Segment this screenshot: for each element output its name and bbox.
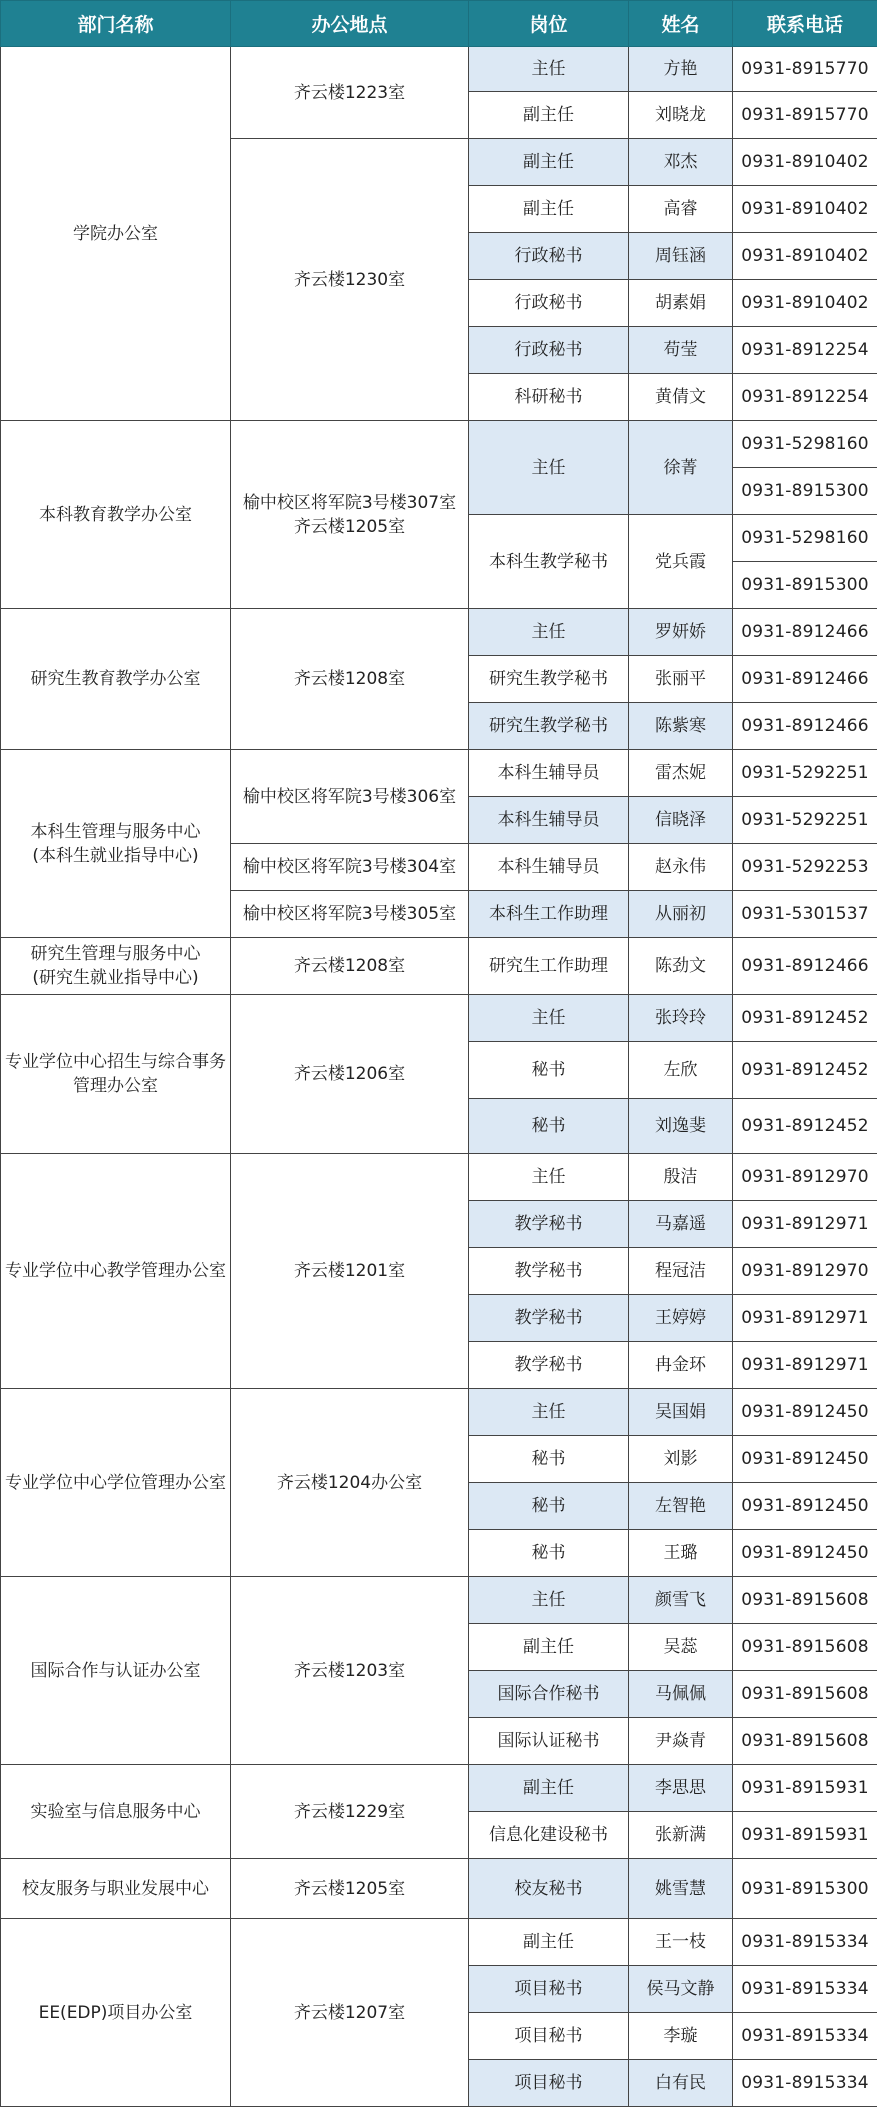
position-cell: 本科生辅导员	[469, 844, 629, 891]
phone-cell: 0931-8912970	[733, 1248, 877, 1295]
name-cell: 张玲玲	[629, 995, 733, 1042]
position-cell: 本科生工作助理	[469, 891, 629, 938]
position-cell: 副主任	[469, 1919, 629, 1966]
dept-cell: 学院办公室	[1, 47, 231, 421]
position-cell: 秘书	[469, 1099, 629, 1154]
dept-cell: 国际合作与认证办公室	[1, 1577, 231, 1765]
position-cell: 教学秘书	[469, 1342, 629, 1389]
phone-cell: 0931-8915931	[733, 1812, 877, 1859]
position-cell: 项目秘书	[469, 2060, 629, 2107]
phone-cell: 0931-8915300	[733, 1859, 877, 1919]
position-cell: 研究生教学秘书	[469, 703, 629, 750]
table-row	[1, 938, 877, 995]
location-cell: 齐云楼1223室	[231, 47, 469, 139]
table-row	[1, 1765, 877, 1812]
dept-cell: EE(EDP)项目办公室	[1, 1919, 231, 2107]
location-cell: 齐云楼1229室	[231, 1765, 469, 1859]
position-cell: 主任	[469, 609, 629, 656]
name-cell: 姚雪慧	[629, 1859, 733, 1919]
location-cell: 齐云楼1206室	[231, 995, 469, 1154]
phone-cell: 0931-8915334	[733, 1966, 877, 2013]
phone-cell: 0931-5301537	[733, 891, 877, 938]
position-cell: 本科生教学秘书	[469, 515, 629, 609]
name-cell: 从丽初	[629, 891, 733, 938]
table-row	[1, 1919, 877, 1966]
name-cell: 张新满	[629, 1812, 733, 1859]
header-dept: 部门名称	[1, 1, 231, 47]
name-cell: 李思思	[629, 1765, 733, 1812]
position-cell: 秘书	[469, 1436, 629, 1483]
name-cell: 程冠洁	[629, 1248, 733, 1295]
header-phone: 联系电话	[733, 1, 877, 47]
position-cell: 秘书	[469, 1530, 629, 1577]
position-cell: 本科生辅导员	[469, 797, 629, 844]
dept-cell: 本科生管理与服务中心 (本科生就业指导中心)	[1, 750, 231, 938]
phone-cell: 0931-8915300	[733, 468, 877, 515]
name-cell: 陈紫寒	[629, 703, 733, 750]
table-row	[1, 609, 877, 656]
phone-cell: 0931-8910402	[733, 280, 877, 327]
location-cell: 齐云楼1201室	[231, 1154, 469, 1389]
position-cell: 国际认证秘书	[469, 1718, 629, 1765]
name-cell: 雷杰妮	[629, 750, 733, 797]
name-cell: 刘影	[629, 1436, 733, 1483]
position-cell: 本科生辅导员	[469, 750, 629, 797]
position-cell: 秘书	[469, 1483, 629, 1530]
phone-cell: 0931-8912452	[733, 995, 877, 1042]
phone-cell: 0931-5298160	[733, 515, 877, 562]
dept-cell: 专业学位中心教学管理办公室	[1, 1154, 231, 1389]
position-cell: 科研秘书	[469, 374, 629, 421]
name-cell: 胡素娟	[629, 280, 733, 327]
dept-cell: 校友服务与职业发展中心	[1, 1859, 231, 1919]
position-cell: 主任	[469, 47, 629, 92]
name-cell: 李璇	[629, 2013, 733, 2060]
phone-cell: 0931-8912466	[733, 609, 877, 656]
position-cell: 主任	[469, 421, 629, 515]
table-row	[1, 1577, 877, 1624]
name-cell: 颜雪飞	[629, 1577, 733, 1624]
location-cell: 齐云楼1230室	[231, 139, 469, 421]
position-cell: 国际合作秘书	[469, 1671, 629, 1718]
position-cell: 主任	[469, 1389, 629, 1436]
phone-cell: 0931-8912971	[733, 1342, 877, 1389]
name-cell: 王婷婷	[629, 1295, 733, 1342]
header-position: 岗位	[469, 1, 629, 47]
phone-cell: 0931-8915770	[733, 47, 877, 92]
position-cell: 秘书	[469, 1042, 629, 1099]
position-cell: 副主任	[469, 92, 629, 139]
dept-cell: 专业学位中心学位管理办公室	[1, 1389, 231, 1577]
phone-cell: 0931-8912466	[733, 703, 877, 750]
phone-cell: 0931-5292251	[733, 750, 877, 797]
phone-cell: 0931-8912970	[733, 1154, 877, 1201]
dept-cell: 研究生管理与服务中心 (研究生就业指导中心)	[1, 938, 231, 995]
name-cell: 殷洁	[629, 1154, 733, 1201]
table-row	[1, 1389, 877, 1436]
position-cell: 项目秘书	[469, 2013, 629, 2060]
name-cell: 侯马文静	[629, 1966, 733, 2013]
phone-cell: 0931-8912450	[733, 1389, 877, 1436]
position-cell: 副主任	[469, 186, 629, 233]
location-cell: 齐云楼1207室	[231, 1919, 469, 2107]
name-cell: 王璐	[629, 1530, 733, 1577]
phone-cell: 0931-8912450	[733, 1436, 877, 1483]
location-cell: 齐云楼1208室	[231, 609, 469, 750]
name-cell: 刘逸斐	[629, 1099, 733, 1154]
position-cell: 主任	[469, 1577, 629, 1624]
location-cell: 齐云楼1205室	[231, 1859, 469, 1919]
phone-cell: 0931-8910402	[733, 139, 877, 186]
phone-cell: 0931-8912452	[733, 1099, 877, 1154]
name-cell: 邓杰	[629, 139, 733, 186]
dept-cell: 研究生教育教学办公室	[1, 609, 231, 750]
name-cell: 高睿	[629, 186, 733, 233]
table-row	[1, 1859, 877, 1919]
phone-cell: 0931-8915334	[733, 2013, 877, 2060]
location-cell: 齐云楼1204办公室	[231, 1389, 469, 1577]
phone-cell: 0931-8915608	[733, 1718, 877, 1765]
position-cell: 教学秘书	[469, 1248, 629, 1295]
phone-cell: 0931-8915608	[733, 1671, 877, 1718]
phone-cell: 0931-5298160	[733, 421, 877, 468]
name-cell: 党兵霞	[629, 515, 733, 609]
name-cell: 方艳	[629, 47, 733, 92]
name-cell: 黄倩文	[629, 374, 733, 421]
phone-cell: 0931-5292251	[733, 797, 877, 844]
position-cell: 信息化建设秘书	[469, 1812, 629, 1859]
position-cell: 教学秘书	[469, 1201, 629, 1248]
position-cell: 项目秘书	[469, 1966, 629, 2013]
phone-cell: 0931-8915770	[733, 92, 877, 139]
phone-cell: 0931-5292253	[733, 844, 877, 891]
table-row	[1, 421, 877, 468]
position-cell: 研究生工作助理	[469, 938, 629, 995]
name-cell: 张丽平	[629, 656, 733, 703]
name-cell: 吴国娟	[629, 1389, 733, 1436]
location-cell: 榆中校区将军院3号楼307室 齐云楼1205室	[231, 421, 469, 609]
phone-cell: 0931-8910402	[733, 233, 877, 280]
position-cell: 副主任	[469, 1624, 629, 1671]
position-cell: 教学秘书	[469, 1295, 629, 1342]
name-cell: 赵永伟	[629, 844, 733, 891]
phone-cell: 0931-8912254	[733, 374, 877, 421]
name-cell: 周钰涵	[629, 233, 733, 280]
name-cell: 罗妍娇	[629, 609, 733, 656]
phone-cell: 0931-8912971	[733, 1295, 877, 1342]
table-row	[1, 47, 877, 92]
phone-cell: 0931-8915334	[733, 1919, 877, 1966]
location-cell: 齐云楼1208室	[231, 938, 469, 995]
phone-cell: 0931-8912971	[733, 1201, 877, 1248]
phone-cell: 0931-8912452	[733, 1042, 877, 1099]
name-cell: 马佩佩	[629, 1671, 733, 1718]
name-cell: 王一枝	[629, 1919, 733, 1966]
phone-cell: 0931-8915300	[733, 562, 877, 609]
dept-cell: 实验室与信息服务中心	[1, 1765, 231, 1859]
phone-cell: 0931-8912466	[733, 656, 877, 703]
table-row	[1, 1154, 877, 1201]
phone-cell: 0931-8912466	[733, 938, 877, 995]
name-cell: 左智艳	[629, 1483, 733, 1530]
position-cell: 主任	[469, 995, 629, 1042]
position-cell: 行政秘书	[469, 327, 629, 374]
name-cell: 陈劲文	[629, 938, 733, 995]
name-cell: 马嘉遥	[629, 1201, 733, 1248]
phone-cell: 0931-8912254	[733, 327, 877, 374]
phone-cell: 0931-8912450	[733, 1530, 877, 1577]
phone-cell: 0931-8910402	[733, 186, 877, 233]
phone-cell: 0931-8915608	[733, 1577, 877, 1624]
dept-cell: 专业学位中心招生与综合事务 管理办公室	[1, 995, 231, 1154]
phone-cell: 0931-8915608	[733, 1624, 877, 1671]
location-cell: 榆中校区将军院3号楼304室	[231, 844, 469, 891]
table-row	[1, 995, 877, 1042]
location-cell: 榆中校区将军院3号楼306室	[231, 750, 469, 844]
position-cell: 行政秘书	[469, 233, 629, 280]
name-cell: 刘晓龙	[629, 92, 733, 139]
position-cell: 主任	[469, 1154, 629, 1201]
location-cell: 榆中校区将军院3号楼305室	[231, 891, 469, 938]
name-cell: 徐菁	[629, 421, 733, 515]
name-cell: 吴蕊	[629, 1624, 733, 1671]
name-cell: 冉金环	[629, 1342, 733, 1389]
position-cell: 研究生教学秘书	[469, 656, 629, 703]
name-cell: 左欣	[629, 1042, 733, 1099]
phone-cell: 0931-8912450	[733, 1483, 877, 1530]
dept-cell: 本科教育教学办公室	[1, 421, 231, 609]
position-cell: 行政秘书	[469, 280, 629, 327]
header-name: 姓名	[629, 1, 733, 47]
position-cell: 校友秘书	[469, 1859, 629, 1919]
position-cell: 副主任	[469, 139, 629, 186]
table-row	[1, 750, 877, 797]
phone-cell: 0931-8915334	[733, 2060, 877, 2107]
name-cell: 信晓泽	[629, 797, 733, 844]
phone-cell: 0931-8915931	[733, 1765, 877, 1812]
location-cell: 齐云楼1203室	[231, 1577, 469, 1765]
name-cell: 白有民	[629, 2060, 733, 2107]
name-cell: 尹焱青	[629, 1718, 733, 1765]
header-location: 办公地点	[231, 1, 469, 47]
header-row	[1, 1, 877, 47]
position-cell: 副主任	[469, 1765, 629, 1812]
name-cell: 苟莹	[629, 327, 733, 374]
